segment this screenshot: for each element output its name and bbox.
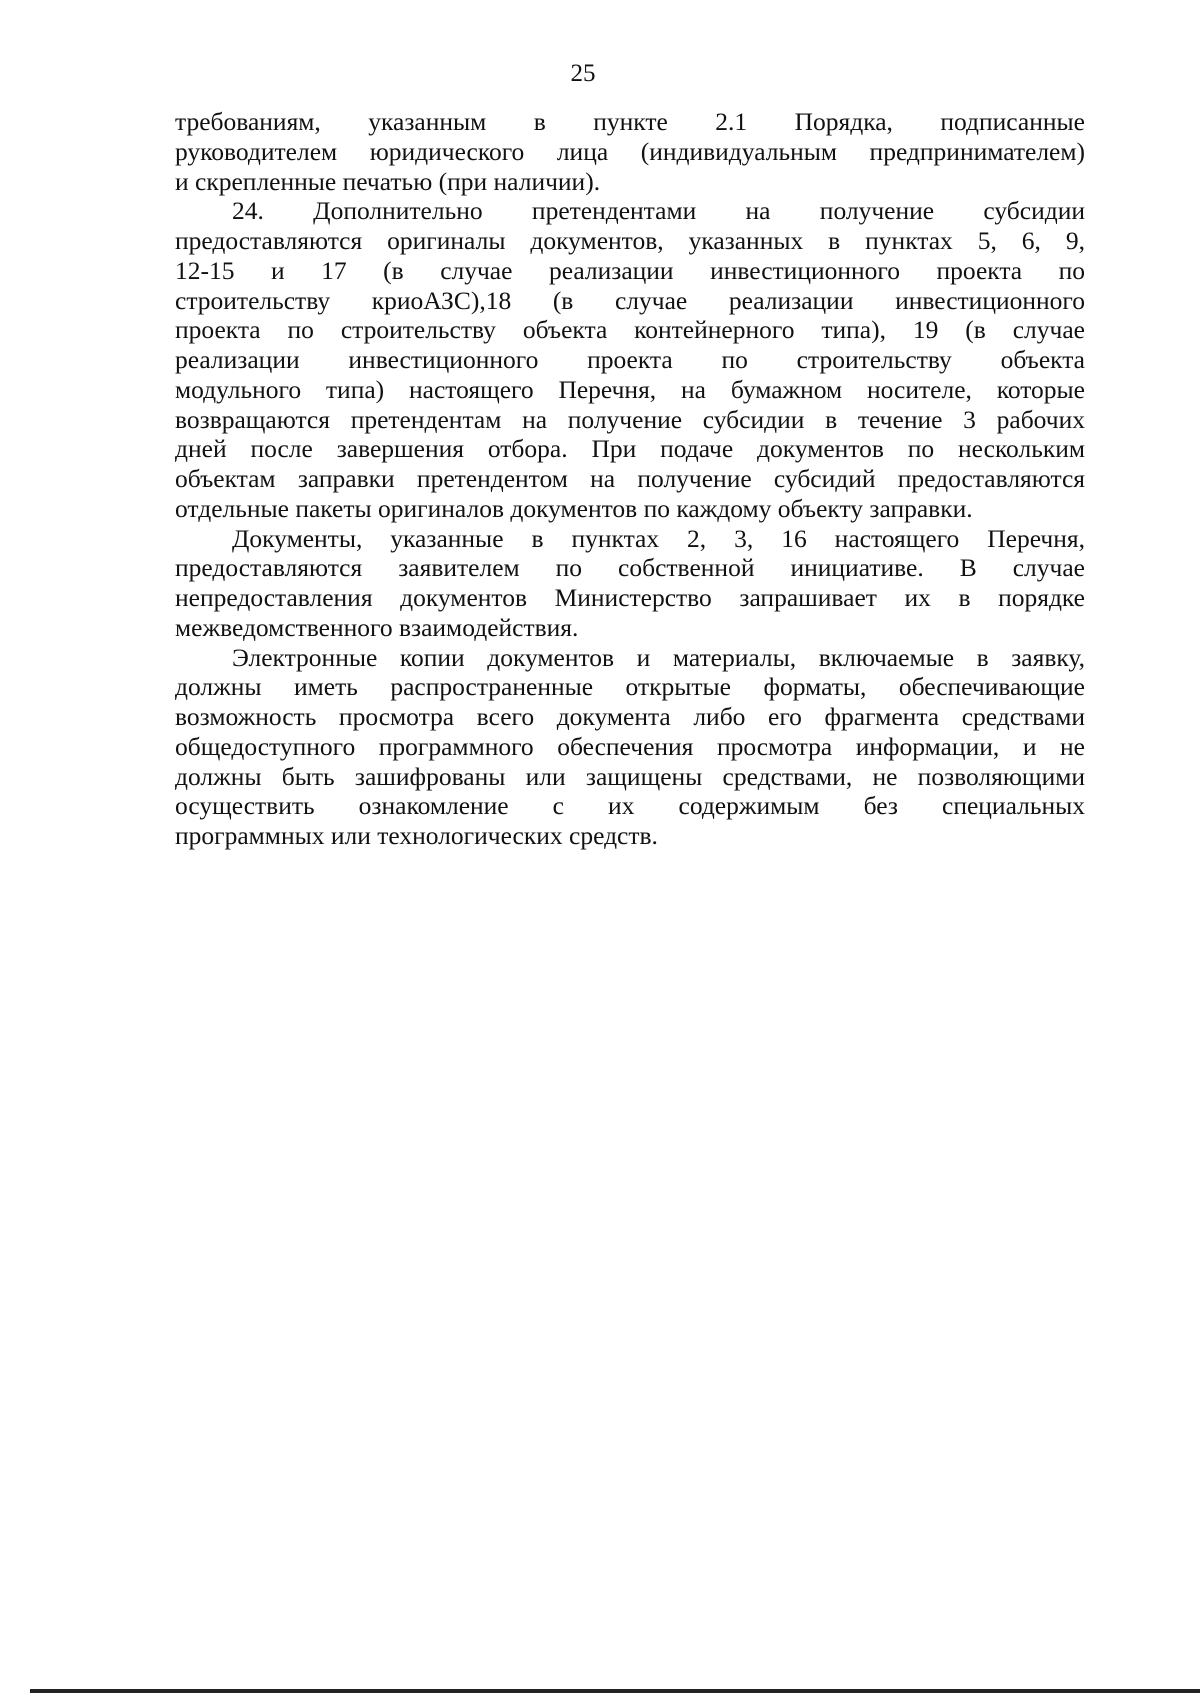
text-line: предоставляются оригиналы документов, указанных в пунктах 5, 6, 9,: [175, 226, 1085, 255]
paragraph: [175, 196, 1085, 523]
text-line: программных или технологических средств.: [175, 821, 658, 850]
text-line: руководителем юридического лица (индивидуальным предпринимателем): [175, 136, 1085, 166]
paragraph: [175, 107, 1085, 196]
text-line: осуществить ознакомление с их содержимым без специальных: [175, 791, 1085, 821]
text-line: Документы, указанные в пунктах 2, 3, 16 настоящего Перечня,: [232, 523, 1085, 553]
text-line: возвращаются претендентам на получение субсидии в течение 3 рабочих: [175, 404, 1085, 434]
text-line: отдельные пакеты оригиналов документов по каждому объекту заправки.: [175, 493, 973, 523]
text-line: непредоставления документов Министерство запрашивает их в порядке: [175, 583, 1085, 612]
text-line: Электронные копии документов и материалы, включаемые в заявку,: [232, 642, 1085, 672]
text-line: предоставляются заявителем по собственной инициативе. В случае: [175, 553, 1085, 583]
text-line: должны быть зашифрованы или защищены средствами, не позволяющими: [175, 761, 1085, 791]
paragraph: [175, 524, 1085, 643]
text-line: возможность просмотра всего документа либо его фрагмента средствами: [175, 702, 1085, 731]
text-line: 24. Дополнительно претендентами на получение субсидии: [232, 196, 1085, 226]
paragraph: [175, 643, 1085, 851]
text-line: требованиям, указанным в пункте 2.1 Порядка, подписанные: [175, 107, 1085, 136]
text-line: реализации инвестиционного проекта по строительству объекта: [175, 345, 1085, 374]
scan-edge-divider: [30, 1689, 1200, 1693]
page-number: 25: [570, 60, 596, 87]
text-line: общедоступного программного обеспечения просмотра информации, и не: [175, 731, 1085, 761]
document-body: [175, 107, 1085, 851]
text-line: дней после завершения отбора. При подаче документов по нескольким: [175, 434, 1085, 464]
text-line: проекта по строительству объекта контейнерного типа), 19 (в случае: [175, 315, 1085, 345]
text-line: межведомственного взаимодействия.: [175, 612, 579, 642]
text-line: строительству криоАЗС),18 (в случае реализации инвестиционного: [175, 285, 1085, 315]
text-line: 12-15 и 17 (в случае реализации инвестиционного проекта по: [175, 255, 1085, 285]
text-line: модульного типа) настоящего Перечня, на бумажном носителе, которые: [175, 374, 1085, 404]
text-line: и скрепленные печатью (при наличии).: [175, 166, 601, 196]
text-line: должны иметь распространенные открытые форматы, обеспечивающие: [175, 672, 1085, 702]
text-line: объектам заправки претендентом на получение субсидий предоставляются: [175, 464, 1085, 493]
